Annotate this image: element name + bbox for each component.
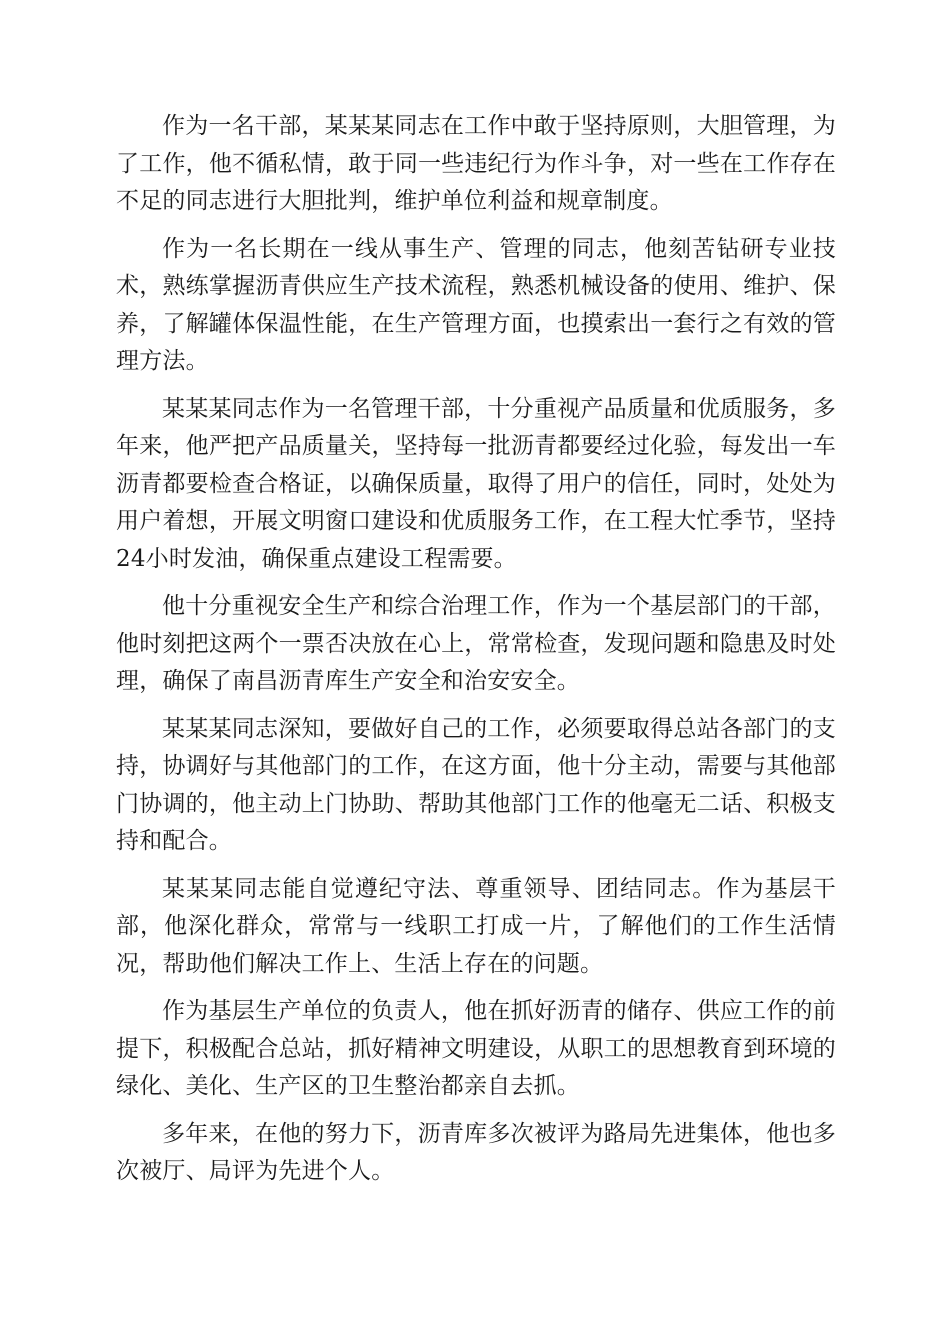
paragraph-8: 多年来，在他的努力下，沥青库多次被评为路局先进集体，他也多次被厅、局评为先进个人。 (116, 1120, 836, 1184)
paragraph-4: 他十分重视安全生产和综合治理工作，作为一个基层部门的干部，他时刻把这两个一票否决放在心上，常常检查，发现问题和隐患及时处理，确保了南昌沥青库生产安全和治安安全。 (116, 593, 836, 694)
paragraph-3: 某某某同志作为一名管理干部，十分重视产品质量和优质服务，多年来，他严把产品质量关，坚持每一批沥青都要经过化验，每发出一车沥青都要检查合格证，以确保质量，取得了用户的信任，同时，处处为用户着想，开展文明窗口建设和优质服务工作，在工程大忙季节，坚持24小时发油，确保重点建设工程需要。 (116, 395, 836, 572)
paragraph-6: 某某某同志能自觉遵纪守法、尊重领导、团结同志。作为基层干部，他深化群众，常常与一线职工打成一片，了解他们的工作生活情况，帮助他们解决工作上、生活上存在的问题。 (116, 875, 836, 977)
document-body (116, 108, 836, 1201)
paragraph-1: 作为一名干部，某某某同志在工作中敢于坚持原则，大胆管理，为了工作，他不循私情，敢于同一些违纪行为作斗争，对一些在工作存在不足的同志进行大胆批判，维护单位利益和规章制度。 (116, 113, 836, 214)
paragraph-7: 作为基层生产单位的负责人，他在抓好沥青的储存、供应工作的前提下，积极配合总站，抓好精神文明建设，从职工的思想教育到环境的绿化、美化、生产区的卫生整治都亲自去抓。 (116, 998, 836, 1099)
paragraph-2: 作为一名长期在一线从事生产、管理的同志，他刻苦钻研专业技术，熟练掌握沥青供应生产技术流程，熟悉机械设备的使用、维护、保养，了解罐体保温性能，在生产管理方面，也摸索出一套行之有效的管理方法。 (116, 235, 836, 374)
paragraph-5: 某某某同志深知，要做好自己的工作，必须要取得总站各部门的支持，协调好与其他部门的工作，在这方面，他十分主动，需要与其他部门协调的，他主动上门协助、帮助其他部门工作的他毫无二话、积极支持和配合。 (116, 715, 836, 854)
